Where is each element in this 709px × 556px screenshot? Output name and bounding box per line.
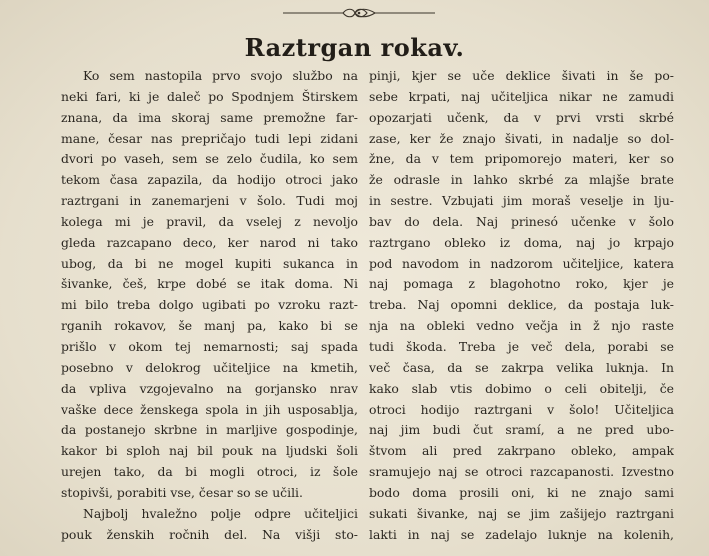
text-line: urejen tako, da bi mogli otroci, iz šole bbox=[61, 464, 358, 480]
text-line: rganih rokavov, še manj pa, kako bi se bbox=[61, 318, 358, 334]
text-line: več časa, da se zakrpa velika luknja. In bbox=[369, 359, 674, 375]
text-line: sebe krpati, naj učiteljica nikar ne zamudi bbox=[369, 88, 674, 104]
text-line: tekom časa zapazila, da hodijo otroci jako bbox=[61, 172, 358, 188]
decorative-rule-flourish-icon bbox=[283, 6, 435, 20]
text-line: stopivši, porabiti vse, česar so se učili. bbox=[61, 484, 303, 500]
text-line: posebno v delokrog učiteljice na kmetih, bbox=[61, 359, 358, 375]
text-line: otroci hodijo raztrgani v šolo! Učiteljica bbox=[369, 401, 674, 417]
text-line: žne, da v tem pripomorejo materi, ker so bbox=[369, 151, 674, 167]
text-line: lakti in naj se zadelajo luknje na kolenih, bbox=[369, 526, 674, 542]
text-line: Najbolj hvaležno polje odpre učiteljici bbox=[83, 505, 358, 521]
text-line: zase, ker že znajo šivati, in nadalje so dol- bbox=[369, 130, 674, 146]
text-line: znana, da ima skoraj same premožne far- bbox=[61, 109, 358, 125]
text-line: pouk ženskih ročnih del. Na višji sto- bbox=[61, 526, 358, 542]
text-line: da postanejo skrbne in marljive gospodinje, bbox=[61, 422, 358, 438]
text-line: kako slab vtis dobimo o celi obitelji, če bbox=[369, 380, 674, 396]
text-line: pod navodom in nadzorom učiteljice, katera bbox=[369, 255, 674, 271]
text-line: vaške dece ženskega spola in jih usposablja, bbox=[61, 401, 358, 417]
text-line: raztrgano obleko iz doma, naj jo krpajo bbox=[369, 234, 674, 250]
text-line: bodo doma prosili oni, ki ne znajo sami bbox=[369, 484, 674, 500]
text-line: tudi škoda. Treba je več dela, porabi se bbox=[369, 338, 674, 354]
text-line: sukati šivanke, naj se jim zašijejo raztrgani bbox=[369, 505, 674, 521]
text-line: kolega mi je pravil, da vselej z nevoljo bbox=[61, 213, 358, 229]
text-line: pinji, kjer se uče deklice šivati in še po- bbox=[369, 68, 674, 83]
text-line: šivanke, češ, krpe dobé se itak doma. Ni bbox=[61, 276, 358, 292]
text-line: treba. Naj opomni deklice, da postaja luk- bbox=[369, 297, 674, 313]
left-text-column bbox=[61, 66, 358, 545]
text-line: naj jim budi čut sramí, a ne pred ubo- bbox=[369, 422, 674, 438]
text-line: štvom ali pred zakrpano obleko, ampak bbox=[369, 443, 674, 459]
text-line: in sestre. Vzbujati jim moraš veselje in lju- bbox=[369, 193, 674, 209]
text-line: raztrgani in zanemarjeni v šolo. Tudi moj bbox=[61, 193, 358, 209]
text-line: ubog, da bi ne mogel kupiti sukanca in bbox=[61, 255, 358, 271]
right-text-column bbox=[369, 66, 674, 545]
text-line: že odrasle in lahko skrbé za mlajše brate bbox=[369, 172, 674, 188]
text-line: sramujejo naj se otroci razcapanosti. Izvestno bbox=[369, 464, 674, 480]
text-line: dvori po vaseh, sem se zelo čudila, ko sem bbox=[61, 151, 358, 167]
text-line: opozarjati učenk, da v prvi vrsti skrbé bbox=[369, 109, 674, 125]
article-title: Raztrgan rokav. bbox=[244, 33, 465, 62]
text-line: neki fari, ki je daleč po Spodnjem Štirskem bbox=[61, 88, 358, 104]
text-line: mane, česar nas prepričajo tudi lepi zidani bbox=[61, 130, 358, 146]
text-line: bav do dela. Naj prinesó učenke v šolo bbox=[369, 213, 674, 229]
text-line: prišlo v okom tej nemarnosti; saj spada bbox=[61, 338, 358, 354]
text-line: da vpliva vzgojevalno na gorjansko nrav bbox=[61, 380, 358, 396]
text-line: gleda razcapano deco, ker narod ni tako bbox=[61, 234, 358, 250]
text-line: naj pomaga z blagohotno roko, kjer je bbox=[369, 276, 674, 292]
text-line: mi bilo treba dolgo ugibati po vzroku razt- bbox=[61, 297, 358, 313]
text-line: kakor bi sploh naj bil pouk na ljudski šoli bbox=[61, 443, 358, 459]
text-line: Ko sem nastopila prvo svojo službo na bbox=[83, 68, 358, 83]
text-line: nja na obleki vedno večja in ž njo raste bbox=[369, 318, 674, 334]
